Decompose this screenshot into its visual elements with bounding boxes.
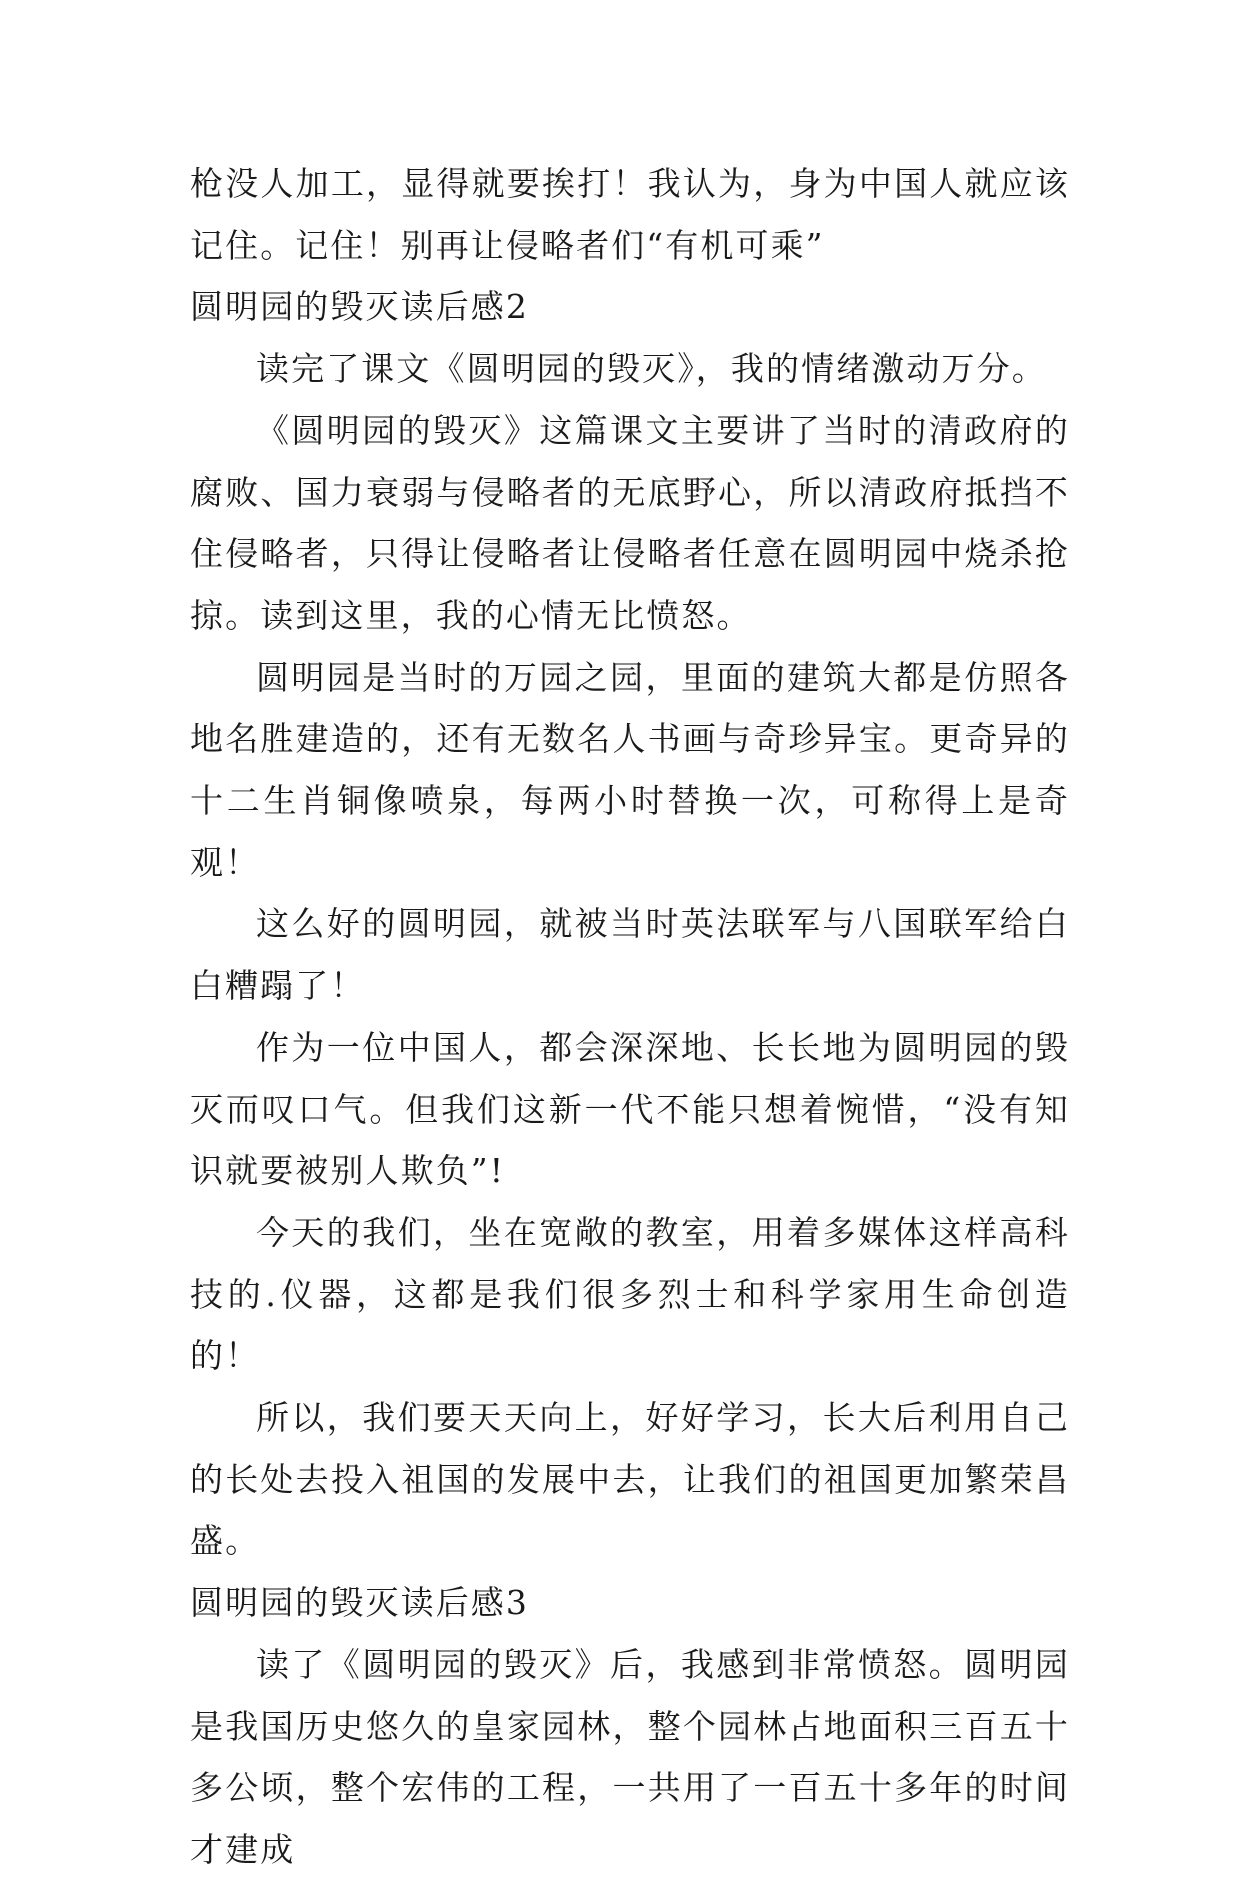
paragraph-continued: 枪没人加工，显得就要挨打！我认为，身为中国人就应该记住。记住！别再让侵略者们“有机可乘”: [190, 164, 1070, 265]
section-heading: 圆明园的毁灭读后感2: [190, 287, 529, 327]
paragraph: 这么好的圆明园，就被当时英法联军与八国联军给白白糟蹋了！: [190, 904, 1070, 1006]
paragraph: 《圆明园的毁灭》这篇课文主要讲了当时的清政府的腐败、国力衰弱与侵略者的无底野心，所以清政府抵挡不住侵略者，只得让侵略者让侵略者任意在圆明园中烧杀抢掠。读到这里，我的心情无比愤怒。: [190, 410, 1070, 635]
paragraph: 读完了课文《圆明园的毁灭》，我的情绪激动万分。: [256, 349, 1047, 389]
paragraph: 读了《圆明园的毁灭》后，我感到非常愤怒。圆明园是我国历史悠久的皇家园林，整个园林占地面积三百五十多公顷，整个宏伟的工程，一共用了一百五十多年的时间才建成: [190, 1644, 1070, 1869]
document-body: [190, 153, 1070, 1881]
paragraph: 今天的我们，坐在宽敞的教室，用着多媒体这样高科技的.仪器，这都是我们很多烈士和科学家用生命创造的！: [190, 1212, 1070, 1376]
section-heading: 圆明园的毁灭读后感3: [190, 1583, 529, 1623]
paragraph: 作为一位中国人，都会深深地、长长地为圆明园的毁灭而叹口气。但我们这新一代不能只想着惋惜，“没有知识就要被别人欺负”!: [190, 1027, 1070, 1191]
paragraph: 圆明园是当时的万园之园，里面的建筑大都是仿照各地名胜建造的，还有无数名人书画与奇珍异宝。更奇异的十二生肖铜像喷泉，每两小时替换一次，可称得上是奇观！: [190, 657, 1070, 882]
paragraph: 所以，我们要天天向上，好好学习，长大后利用自己的长处去投入祖国的发展中去，让我们的祖国更加繁荣昌盛。: [190, 1398, 1070, 1561]
